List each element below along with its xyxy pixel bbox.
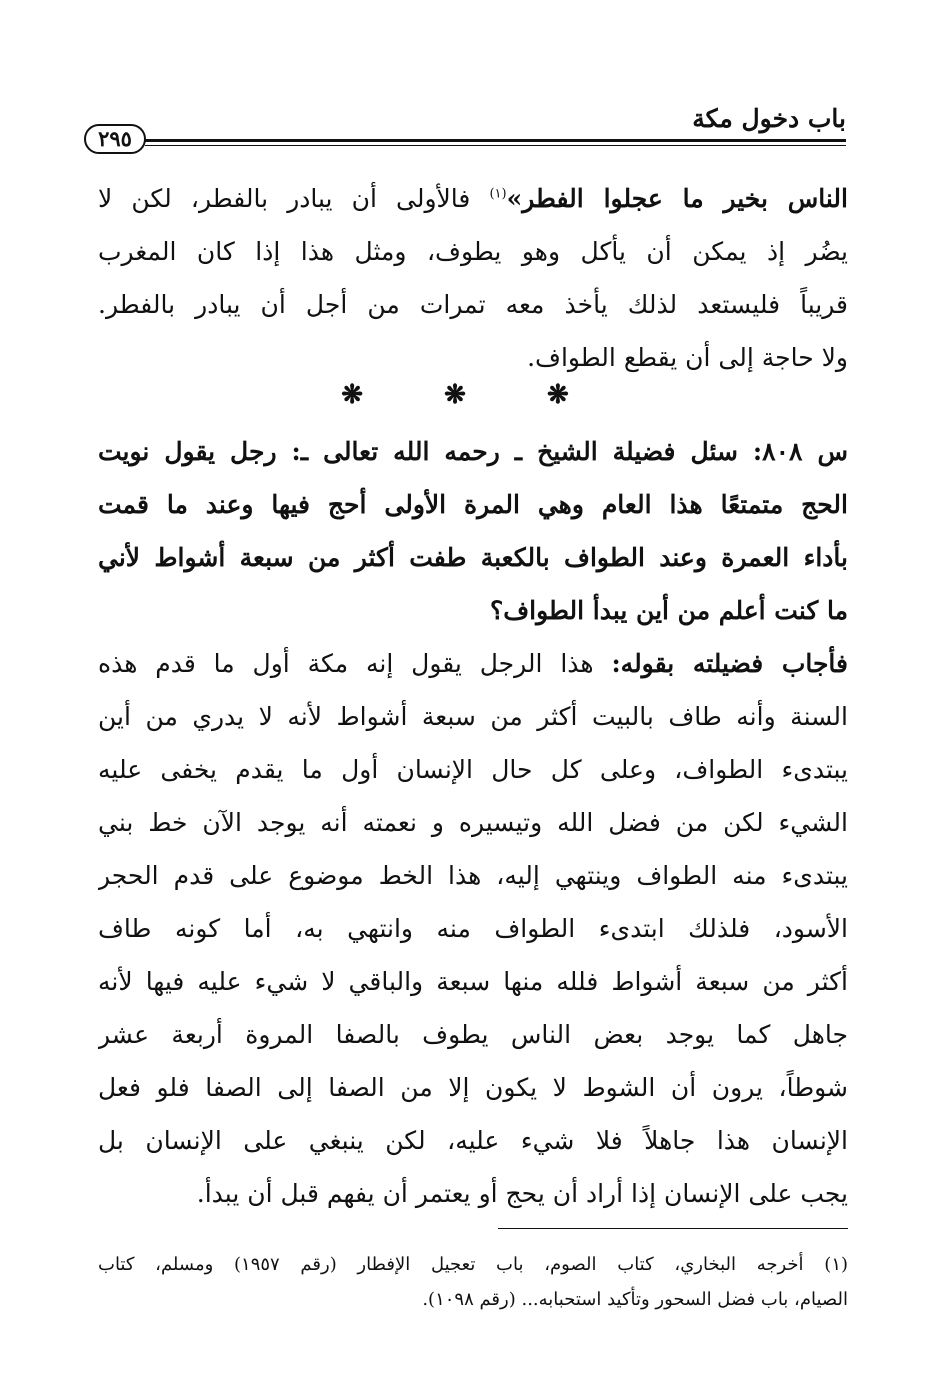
question-block [98,425,848,637]
question-line: الحج متمتعًا هذا العام وهي المرة الأولى أحج فيها وعند ما قمت [98,490,848,519]
answer-block [98,637,848,1220]
answer-line: شوطاً، يرون أن الشوط لا يكون إلا من الصفا إلى الصفا فلو فعل [98,1073,848,1102]
answer-line: جاهل كما يوجد بعض الناس يطوف بالصفا المروة أربعة عشر [98,1020,848,1049]
question-line: ما كنت أعلم من أين يبدأ الطواف؟ [489,596,848,625]
answer-line: أكثر من سبعة أشواط فلله منها سبعة والباقي لا شيء عليه فيها لأنه [98,967,848,996]
answer-line [98,637,848,690]
chapter-title: باب دخول مكة [692,104,846,133]
question-line: س ٨٠٨: سئل فضيلة الشيخ ـ رحمه الله تعالى ـ: رجل يقول نويت [98,437,848,466]
page-number: ٢٩٥ [84,124,146,154]
paragraph-continuation [98,172,848,384]
answer-line: السنة وأنه طاف بالبيت أكثر من سبعة أشواط لأنه لا يدري من أين [98,702,848,731]
answer-line: يجب على الإنسان إذا أراد أن يحج أو يعتمر أن يفهم قبل أن يبدأ. [196,1179,848,1208]
answer-line: الشيء لكن من فضل الله وتيسيره و نعمته أنه يوجد الآن خط بني [98,808,848,837]
answer-line: الأسود، فلذلك ابتدىء الطواف منه وانتهي به، أما كونه طاف [98,914,848,943]
section-separator: ❋ ❋ ❋ [341,380,605,410]
footnote-line: الصيام، باب فضل السحور وتأكيد استحبابه... (رقم ١٠٩٨). [422,1289,848,1310]
footnote-line: (١) أخرجه البخاري، كتاب الصوم، باب تعجيل الإفطار (رقم ١٩٥٧) ومسلم، كتاب [98,1254,848,1275]
question-line: بأداء العمرة وعند الطواف بالكعبة طفت أكثر من سبعة أشواط لأني [98,543,848,572]
text-line: يضُر إذ يمكن أن يأكل وهو يطوف، ومثل هذا إذا كان المغرب [98,237,848,266]
answer-line: الإنسان هذا جاهلاً فلا شيء عليه، لكن ينبغي على الإنسان بل [98,1126,848,1155]
answer-lead: فأجاب فضيلته بقوله: [611,649,848,678]
text-fragment: هذا الرجل يقول إنه مكة أول ما قدم هذه [98,649,612,678]
footnote-reference[interactable]: (١) [489,186,507,202]
answer-line: يبتدىء الطواف، وعلى كل حال الإنسان أول ما يقدم يخفى عليه [98,755,848,784]
answer-line: يبتدىء منه الطواف وينتهي إليه، هذا الخط موضوع على قدم الحجر [98,861,848,890]
header-rule-thin [145,145,846,146]
text-line [98,172,848,225]
text-line: ولا حاجة إلى أن يقطع الطواف. [527,343,848,372]
text-line: قريباً فليستعد لذلك يأخذ معه تمرات من أجل أن يبادر بالفطر. [98,290,848,319]
text-fragment: فالأولى أن يبادر بالفطر، لكن لا [98,184,490,213]
hadith-quote: الناس بخير ما عجلوا الفطر» [506,184,848,213]
header-rule-thick [145,139,846,142]
footnote [98,1247,848,1317]
footnote-rule [498,1228,848,1229]
